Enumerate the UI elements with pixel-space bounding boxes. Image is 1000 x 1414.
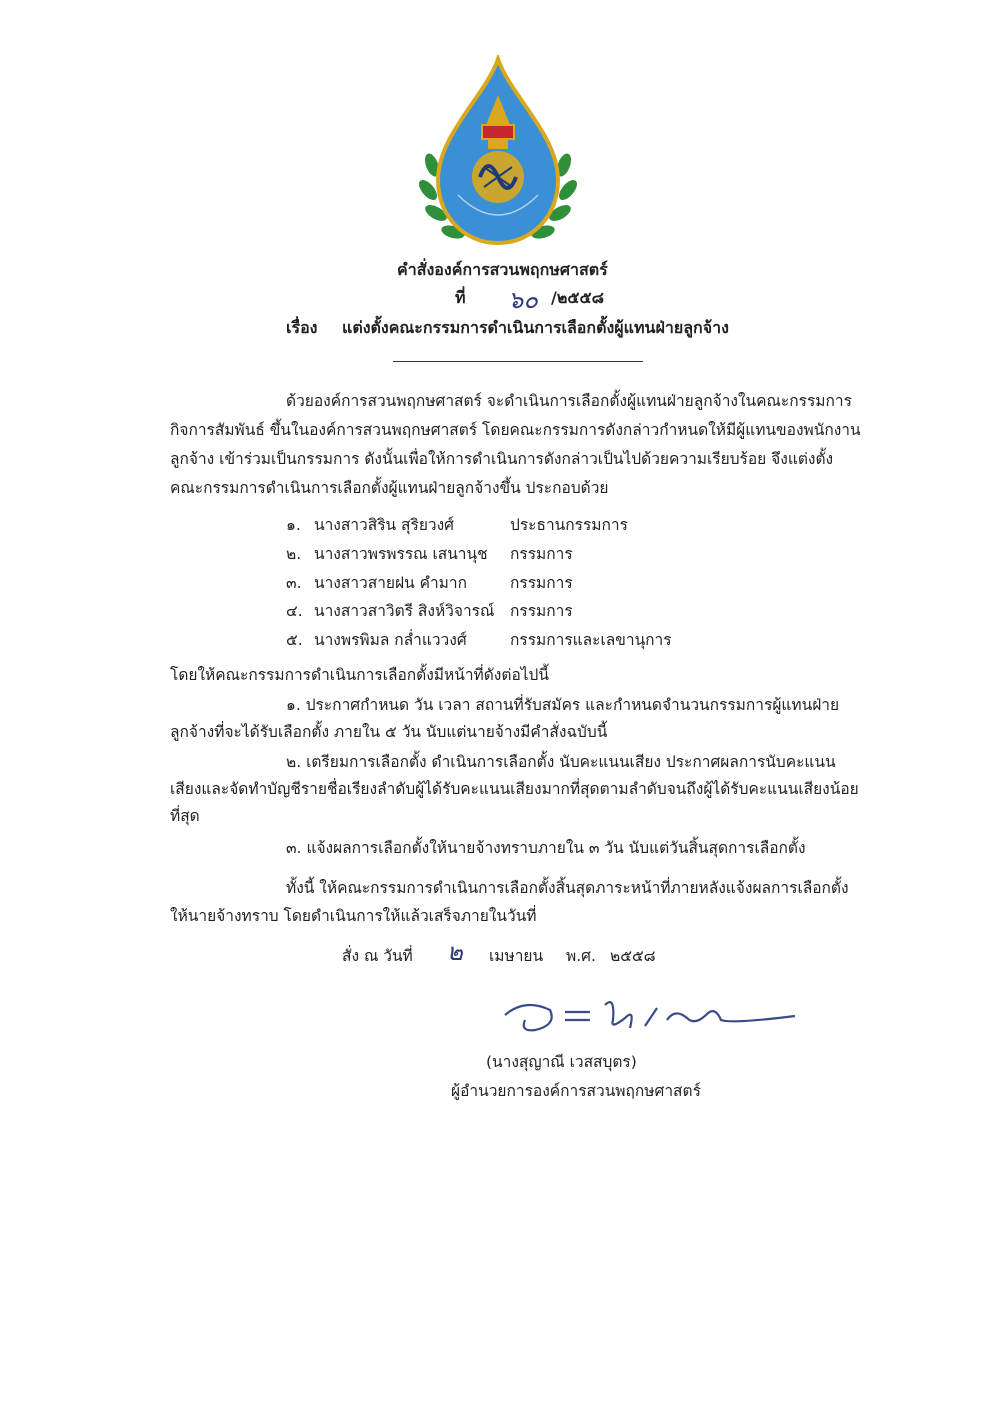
- duty-2-line-2: เสียงและจัดทำบัญชีรายชื่อเรียงลำดับผู้ได้รับคะแนนเสียงมากที่สุดตามลำดับจนถึงผู้ได้รับคะแนนเสียงน้อย: [170, 780, 859, 798]
- member-role: กรรมการและเลขานุการ: [510, 631, 672, 649]
- member-role: กรรมการ: [510, 545, 573, 563]
- header-divider: [393, 361, 643, 362]
- date-month: เมษายน: [489, 947, 544, 965]
- closing-line-1: ทั้งนี้ ให้คณะกรรมการดำเนินการเลือกตั้งสิ้นสุดภาระหน้าที่ภายหลังแจ้งผลการเลือกตั้ง: [286, 879, 849, 897]
- date-era: พ.ศ.: [566, 947, 596, 965]
- member-name: นางสาวสิริน สุริยวงศ์: [314, 516, 455, 534]
- duty-3-line-1: ๓. แจ้งผลการเลือกตั้งให้นายจ้างทราบภายใน ๓ วัน นับแต่วันสิ้นสุดการเลือกตั้ง: [286, 839, 806, 857]
- date-day-handwritten: ๒: [447, 938, 463, 966]
- intro-line-2: กิจการสัมพันธ์ ขึ้นในองค์การสวนพฤกษศาสตร์ โดยคณะกรรมการดังกล่าวกำหนดให้มีผู้แทนของพนักงาน: [170, 421, 861, 439]
- subject-text: แต่งตั้งคณะกรรมการดำเนินการเลือกตั้งผู้แทนฝ่ายลูกจ้าง: [342, 318, 729, 337]
- duty-2-line-1: ๒. เตรียมการเลือกตั้ง ดำเนินการเลือกตั้ง นับคะแนนเสียง ประกาศผลการนับคะแนน: [286, 753, 836, 771]
- duty-1-line-1: ๑. ประกาศกำหนด วัน เวลา สถานที่รับสมัคร และกำหนดจำนวนกรรมการผู้แทนฝ่าย: [286, 696, 840, 714]
- intro-line-3: ลูกจ้าง เข้าร่วมเป็นกรรมการ ดังนั้นเพื่อให้การดำเนินการดังกล่าวเป็นไปด้วยความเรียบร้อย จึงแต่งตั้ง: [170, 450, 834, 468]
- member-name: นางสาวสาวิตรี สิงห์วิจารณ์: [314, 602, 495, 620]
- duties-intro: โดยให้คณะกรรมการดำเนินการเลือกตั้งมีหน้าที่ดังต่อไปนี้: [170, 666, 549, 684]
- signer-position: ผู้อำนวยการองค์การสวนพฤกษศาสตร์: [451, 1082, 701, 1100]
- handwritten-signature-icon: [495, 990, 800, 1040]
- member-number: ๒.: [286, 545, 302, 563]
- member-role: กรรมการ: [510, 574, 573, 592]
- member-name: นางสาวสายฝน คำมาก: [314, 574, 467, 592]
- intro-line-1: ด้วยองค์การสวนพฤกษศาสตร์ จะดำเนินการเลือกตั้งผู้แทนฝ่ายลูกจ้างในคณะกรรมการ: [286, 392, 852, 410]
- subject-label: เรื่อง: [286, 318, 318, 337]
- member-number: ๑.: [286, 516, 301, 534]
- date-prefix: สั่ง ณ วันที่: [342, 947, 413, 965]
- member-role: กรรมการ: [510, 602, 573, 620]
- member-role: ประธานกรรมการ: [510, 516, 628, 534]
- duty-2-line-3: ที่สุด: [170, 807, 200, 825]
- intro-line-4: คณะกรรมการดำเนินการเลือกตั้งผู้แทนฝ่ายลูกจ้างขึ้น ประกอบด้วย: [170, 479, 609, 497]
- order-number-handwritten: ๖๐: [508, 286, 538, 314]
- member-number: ๕.: [286, 631, 303, 649]
- date-year: ๒๕๕๘: [610, 947, 656, 965]
- member-name: นางสาวพรพรรณ เสนานุช: [314, 545, 488, 563]
- organization-emblem-icon: [418, 55, 578, 250]
- member-number: ๔.: [286, 602, 303, 620]
- signer-name: (นางสุญาณี เวสสบุตร): [486, 1053, 637, 1071]
- order-number-suffix: /๒๕๕๘: [551, 288, 604, 307]
- duty-1-line-2: ลูกจ้างที่จะได้รับเลือกตั้ง ภายใน ๕ วัน นับแต่นายจ้างมีคำสั่งฉบับนี้: [170, 723, 608, 741]
- member-name: นางพรพิมล กล่ำแววงศ์: [314, 631, 467, 649]
- royal-monogram-icon: [472, 151, 524, 203]
- closing-line-2: ให้นายจ้างทราบ โดยดำเนินการให้แล้วเสร็จภายในวันที่: [170, 907, 537, 925]
- order-number-prefix: ที่: [455, 288, 466, 307]
- member-number: ๓.: [286, 574, 302, 592]
- document-title: คำสั่งองค์การสวนพฤกษศาสตร์: [397, 260, 608, 279]
